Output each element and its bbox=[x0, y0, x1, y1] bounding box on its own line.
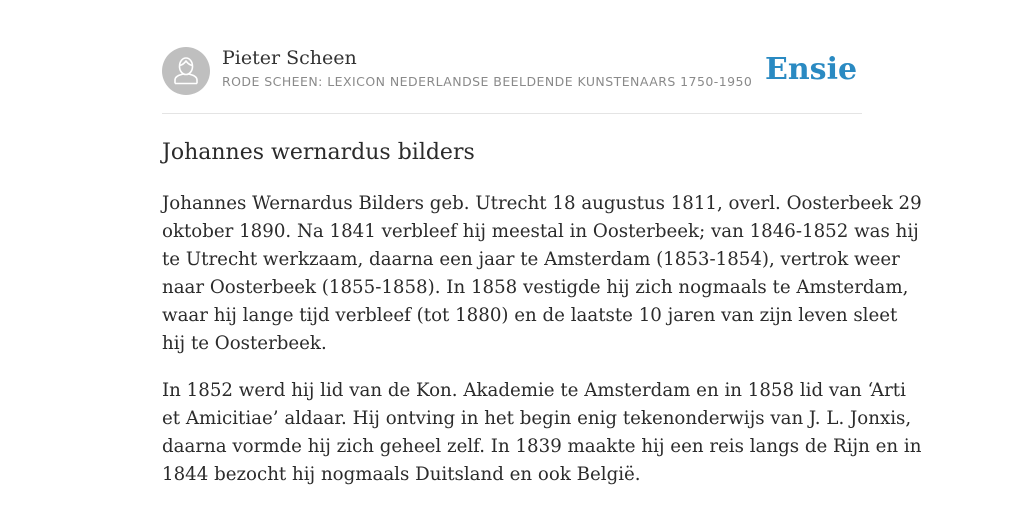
paragraph-1 bbox=[162, 190, 922, 358]
entry-body bbox=[162, 190, 922, 508]
text-line: waar hij lange tijd verbleef (tot 1880) en de laatste 10 jaren van zijn leven sleet bbox=[162, 305, 898, 326]
avatar[interactable] bbox=[162, 47, 210, 95]
header-divider bbox=[162, 113, 862, 114]
ensie-logo[interactable]: Ensie bbox=[765, 52, 858, 87]
text-line: 1844 bezocht hij nogmaals Duitsland en ook België. bbox=[162, 464, 641, 485]
text-line: oktober 1890. Na 1841 verbleef hij meestal in Oosterbeek; van 1846-1852 was hij bbox=[162, 221, 919, 242]
text-line: hij te Oosterbeek. bbox=[162, 333, 327, 354]
entry-header bbox=[162, 46, 862, 96]
author-name[interactable]: Pieter Scheen bbox=[222, 47, 357, 69]
text-line: daarna vormde hij zich geheel zelf. In 1839 maakte hij een reis langs de Rijn en in bbox=[162, 436, 922, 457]
text-line: In 1852 werd hij lid van de Kon. Akademie te Amsterdam en in 1858 lid van ‘Arti bbox=[162, 380, 906, 401]
text-line: Johannes Wernardus Bilders geb. Utrecht 18 augustus 1811, overl. Oosterbeek 29 bbox=[162, 193, 922, 214]
source-title[interactable]: RODE SCHEEN: LEXICON NEDERLANDSE BEELDENDE KUNSTENAARS 1750-1950 bbox=[222, 74, 753, 89]
paragraph-2 bbox=[162, 377, 922, 489]
text-line: naar Oosterbeek (1855-1858). In 1858 vestigde hij zich nogmaals te Amsterdam, bbox=[162, 277, 909, 298]
user-silhouette-icon bbox=[162, 47, 210, 95]
text-line: te Utrecht werkzaam, daarna een jaar te Amsterdam (1853-1854), vertrok weer bbox=[162, 249, 900, 270]
text-line: et Amicitiae’ aldaar. Hij ontving in het begin enig tekenonderwijs van J. L. Jonxis, bbox=[162, 408, 912, 429]
page-title: Johannes wernardus bilders bbox=[162, 140, 475, 165]
